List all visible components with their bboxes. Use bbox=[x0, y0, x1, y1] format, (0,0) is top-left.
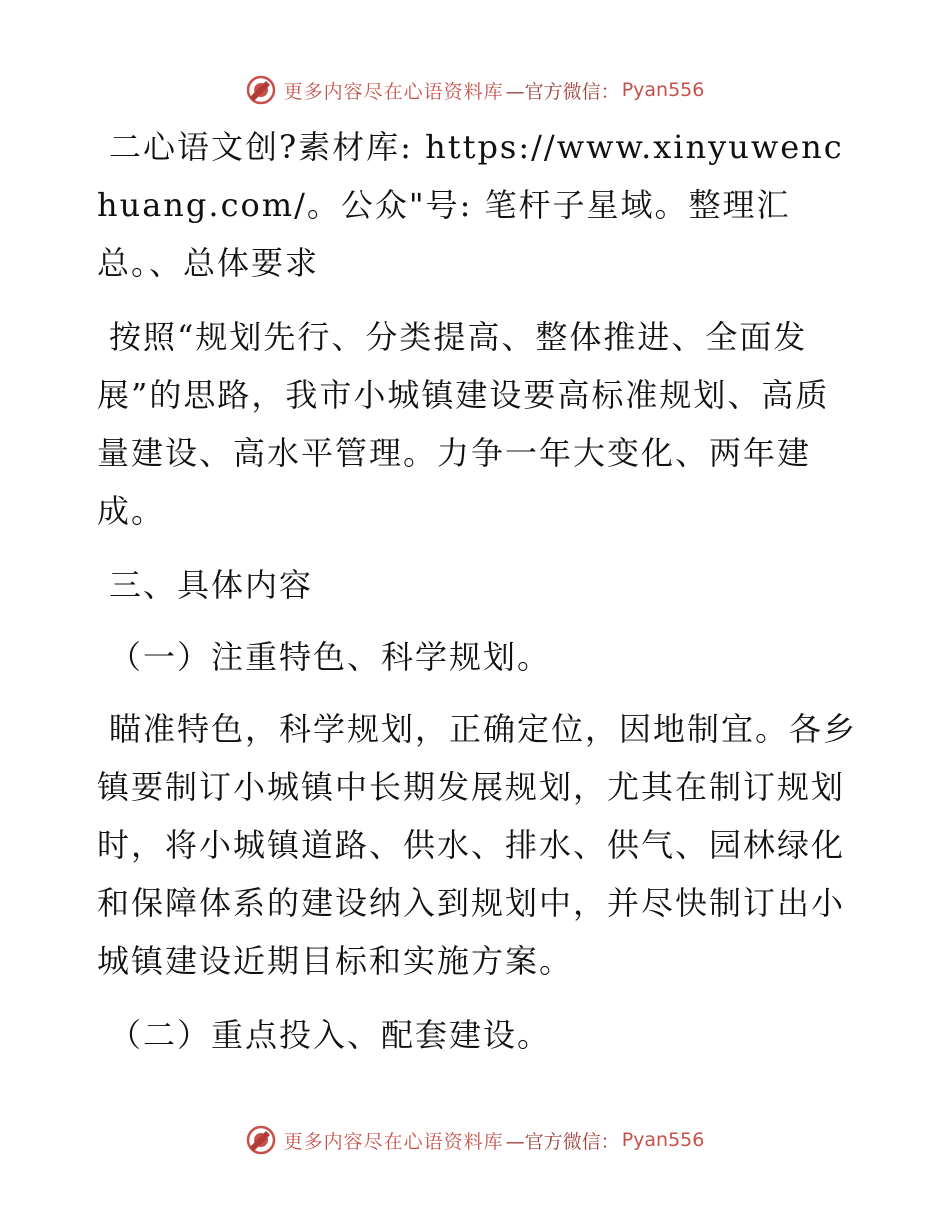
document-body bbox=[97, 118, 857, 1078]
section-heading-3: 三、具体内容 bbox=[109, 566, 314, 604]
subsection-heading-2: （二）重点投入、配套建设。 bbox=[109, 1016, 552, 1054]
footer-watermark bbox=[0, 1120, 950, 1160]
watermark-dash-text: —官方微信： bbox=[505, 1130, 620, 1153]
watermark-main-text: 更多内容尽在心语资料库 bbox=[283, 80, 504, 103]
header-watermark bbox=[0, 70, 950, 110]
pen-logo-icon bbox=[246, 1125, 276, 1155]
paragraph-1: 二心语文创?素材库: https://www.xinyuwenchuang.com/。公众"号: 笔杆子星域。整理汇总。、总体要求 bbox=[97, 128, 844, 282]
watermark-main-text: 更多内容尽在心语资料库 bbox=[283, 1130, 504, 1153]
paragraph-2: 按照“规划先行、分类提高、整体推进、全面发展”的思路，我市小城镇建设要高标准规划、高质量建设、高水平管理。力争一年大变化、两年建成。 bbox=[97, 318, 830, 530]
paragraph-5: 瞄准特色，科学规划，正确定位，因地制宜。各乡镇要制订小城镇中长期发展规划，尤其在制订规划时，将小城镇道路、供水、排水、供气、园林绿化和保障体系的建设纳入到规划中，并尽快制订出小城镇建设近期目标和实施方案。 bbox=[97, 710, 858, 980]
watermark-id-text: Pyan556 bbox=[621, 79, 705, 101]
subsection-heading-1: （一）注重特色、科学规划。 bbox=[109, 638, 552, 676]
pen-logo-icon bbox=[246, 75, 276, 105]
watermark-dash-text: —官方微信： bbox=[505, 80, 620, 103]
watermark-id-text: Pyan556 bbox=[621, 1129, 705, 1151]
